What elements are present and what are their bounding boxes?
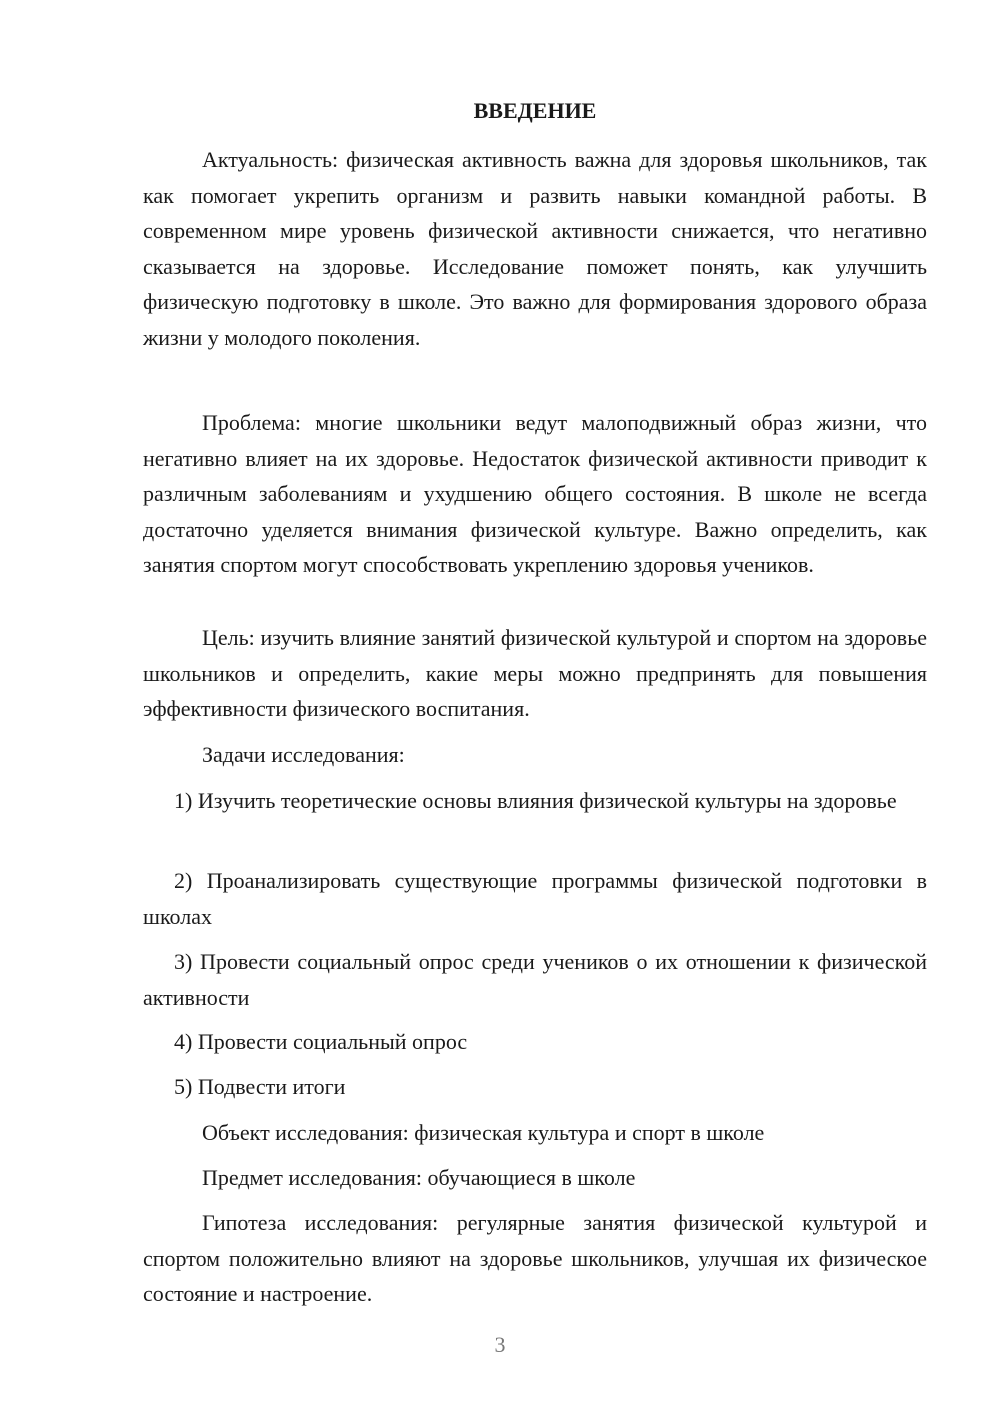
page-number: 3 (494, 1332, 506, 1357)
paragraph-relevance: Актуальность: физическая активность важна для здоровья школьников, так как помогает укрепить организм и развить навыки командной работы. В современном мире уровень физической активности снижается, что негативно сказывается на здоровье. Исследование поможет понять, как улучшить физическую подготовку в школе. Это важно для формирования здорового образа жизни у молодого поколения. (143, 147, 927, 350)
section-title: ВВЕДЕНИЕ (473, 98, 597, 123)
paragraph-subject: Предмет исследования: обучающиеся в школе (202, 1165, 636, 1190)
task-item: 2) Проанализировать существующие программы физической подготовки в школах (143, 868, 927, 929)
paragraph-object: Объект исследования: физическая культура и спорт в школе (202, 1120, 765, 1145)
tasks-heading: Задачи исследования: (202, 742, 405, 767)
task-item: 1) Изучить теоретические основы влияния физической культуры на здоровье (174, 788, 897, 813)
paragraph-goal: Цель: изучить влияние занятий физической культурой и спортом на здоровье школьников и определить, какие меры можно предпринять для повышения эффективности физического воспитания. (143, 625, 927, 721)
task-item: 5) Подвести итоги (174, 1074, 346, 1099)
paragraph-problem: Проблема: многие школьники ведут малоподвижный образ жизни, что негативно влияет на их здоровье. Недостаток физической активности приводит к различным заболеваниям и ухудшению общего состояния. В школе не всегда достаточно уделяется внимания физической культуре. Важно определить, как занятия спортом могут способствовать укреплению здоровья учеников. (143, 410, 927, 577)
task-item: 4) Провести социальный опрос (174, 1029, 468, 1054)
task-item: 3) Провести социальный опрос среди учеников о их отношении к физической активности (143, 949, 927, 1010)
paragraph-hypothesis: Гипотеза исследования: регулярные занятия физической культурой и спортом положительно влияют на здоровье школьников, улучшая их физическое состояние и настроение. (143, 1210, 927, 1306)
